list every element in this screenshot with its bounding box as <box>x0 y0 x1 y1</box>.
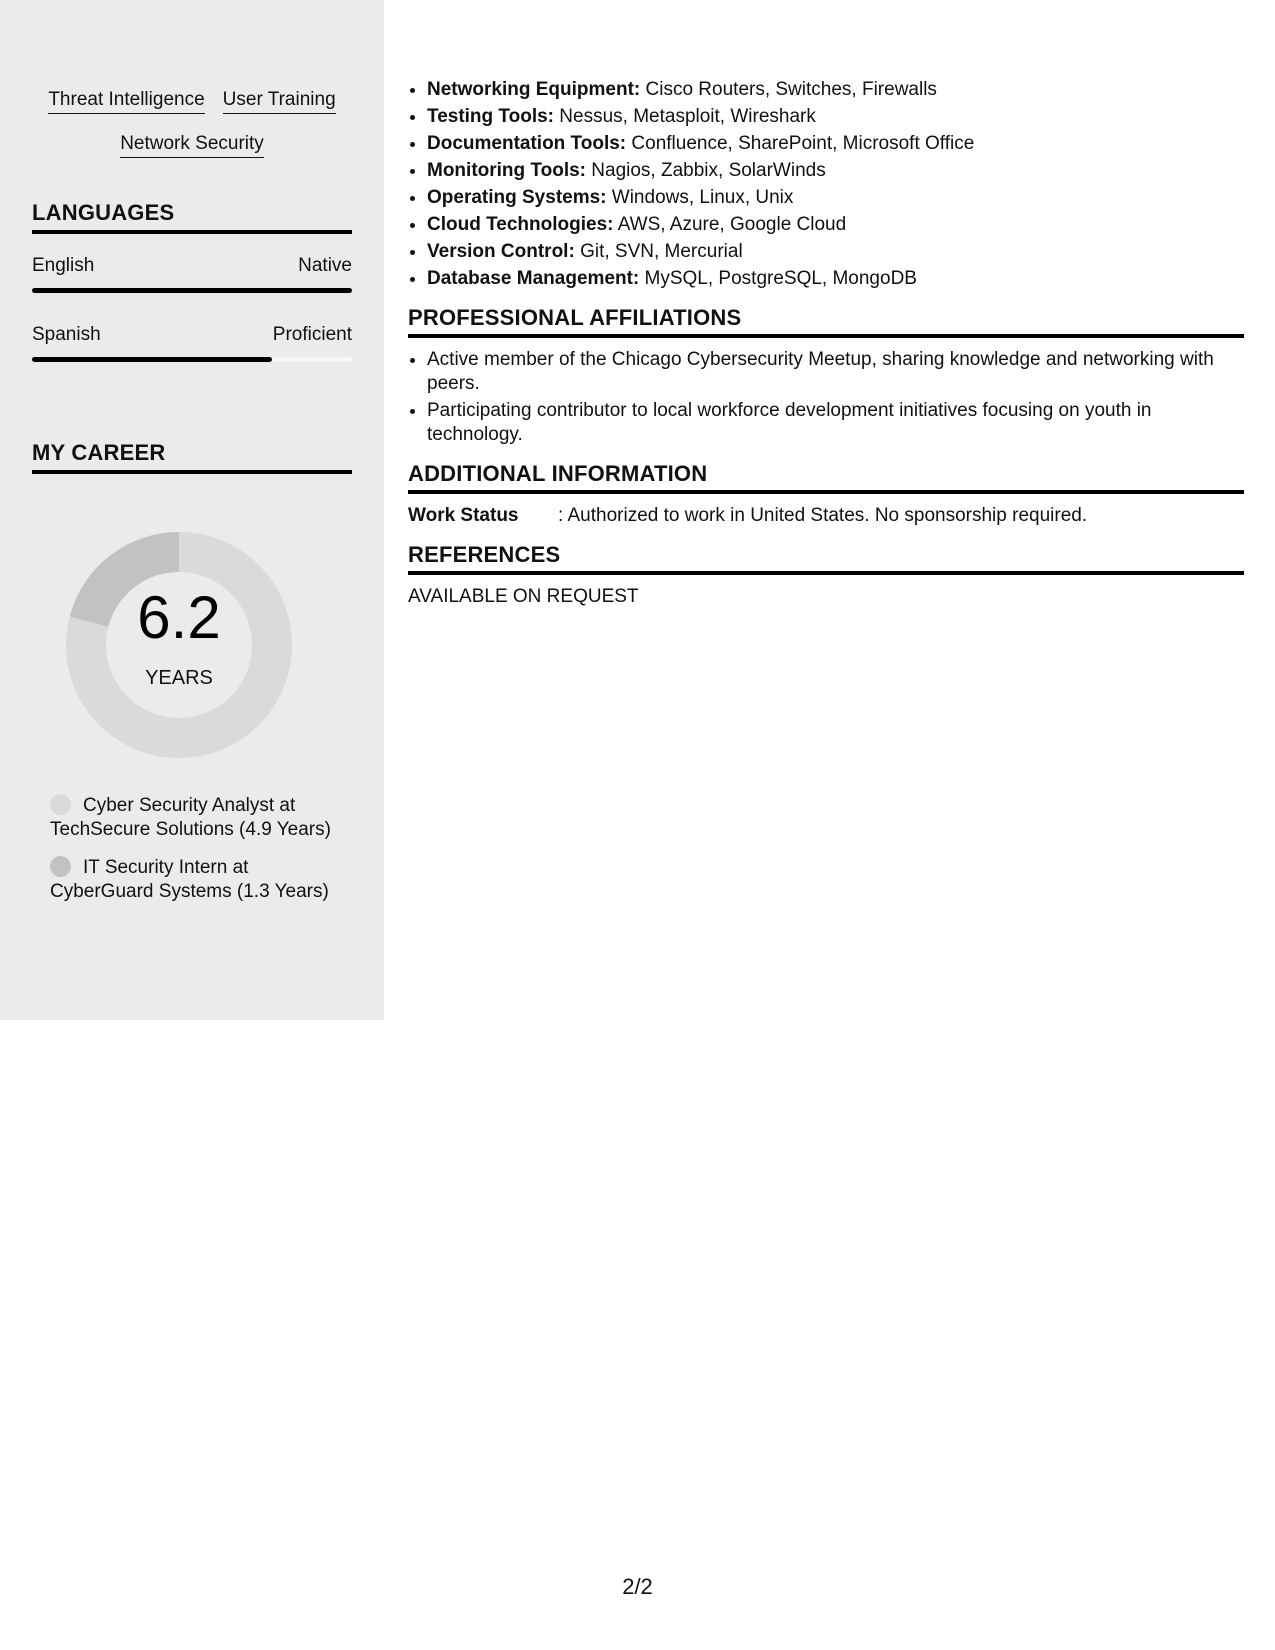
career-donut-chart <box>66 532 292 758</box>
tool-item <box>427 267 1244 291</box>
tool-label: Version Control: <box>427 241 575 262</box>
tool-label: Database Management: <box>427 268 640 289</box>
language-proficiency-bar <box>32 288 352 293</box>
language-level: Proficient <box>272 324 352 345</box>
language-name: English <box>32 255 95 276</box>
tool-value: Nessus, Metasploit, Wireshark <box>559 106 816 127</box>
tool-label: Operating Systems: <box>427 187 607 208</box>
career-legend <box>50 794 340 918</box>
language-name: Spanish <box>32 324 101 345</box>
career-total <box>66 532 292 758</box>
affiliations-heading: PROFESSIONAL AFFILIATIONS <box>408 305 1244 338</box>
tools-list <box>408 78 1244 291</box>
skill-tag-threat-intelligence: Threat Intelligence <box>48 88 204 114</box>
tool-item <box>427 240 1244 264</box>
additional-info-heading: ADDITIONAL INFORMATION <box>408 461 1244 494</box>
tool-value: Git, SVN, Mercurial <box>580 241 743 262</box>
work-status-row <box>408 504 1244 528</box>
page-number: 2/2 <box>622 1574 653 1599</box>
references-heading: REFERENCES <box>408 542 1244 575</box>
tool-value: Nagios, Zabbix, SolarWinds <box>591 160 826 181</box>
language-english <box>32 254 352 293</box>
career-item-text: IT Security Intern at CyberGuard Systems (1.3 Years) <box>50 857 329 902</box>
tool-value: MySQL, PostgreSQL, MongoDB <box>644 268 917 289</box>
career-total-value: 6.2 <box>137 584 221 651</box>
tool-item <box>427 105 1244 129</box>
language-proficiency-fill <box>32 357 272 362</box>
affiliations-list <box>408 348 1244 447</box>
references-text: AVAILABLE ON REQUEST <box>408 586 639 607</box>
main-content <box>408 78 1244 609</box>
career-item-text: Cyber Security Analyst at TechSecure Solutions (4.9 Years) <box>50 795 331 840</box>
tool-label: Documentation Tools: <box>427 133 627 154</box>
language-spanish <box>32 323 352 362</box>
career-total-unit: YEARS <box>145 667 213 689</box>
skill-tag-network-security: Network Security <box>120 132 264 158</box>
language-proficiency-bar <box>32 357 352 362</box>
sidebar <box>0 0 384 1020</box>
tool-item <box>427 132 1244 156</box>
tool-value: AWS, Azure, Google Cloud <box>617 214 847 235</box>
tool-value: Windows, Linux, Unix <box>611 187 794 208</box>
tool-item <box>427 159 1244 183</box>
tool-label: Testing Tools: <box>427 106 555 127</box>
tool-label: Networking Equipment: <box>427 79 641 100</box>
languages-heading: LANGUAGES <box>32 200 352 234</box>
language-proficiency-fill <box>32 288 352 293</box>
career-item <box>50 794 340 842</box>
tool-item <box>427 213 1244 237</box>
tool-label: Monitoring Tools: <box>427 160 586 181</box>
language-level: Native <box>298 255 352 276</box>
legend-dot <box>50 856 71 877</box>
legend-dot <box>50 794 71 815</box>
career-heading: MY CAREER <box>32 440 352 474</box>
affiliation-item: • Active member of the Chicago Cybersecurity Meetup, sharing knowledge and networking with peers. <box>427 348 1244 396</box>
skill-tag-user-training: User Training <box>223 88 336 114</box>
skills-tags <box>32 88 352 176</box>
affiliation-item: • Participating contributor to local workforce development initiatives focusing on youth in technology. <box>427 399 1244 447</box>
tool-value: Confluence, SharePoint, Microsoft Office <box>631 133 975 154</box>
tool-label: Cloud Technologies: <box>427 214 614 235</box>
work-status-label: Work Status <box>408 505 519 526</box>
tool-item <box>427 186 1244 210</box>
career-item <box>50 856 340 904</box>
tool-value: Cisco Routers, Switches, Firewalls <box>645 79 937 100</box>
work-status-value: : Authorized to work in United States. No sponsorship required. <box>558 505 1088 526</box>
tool-item <box>427 78 1244 102</box>
